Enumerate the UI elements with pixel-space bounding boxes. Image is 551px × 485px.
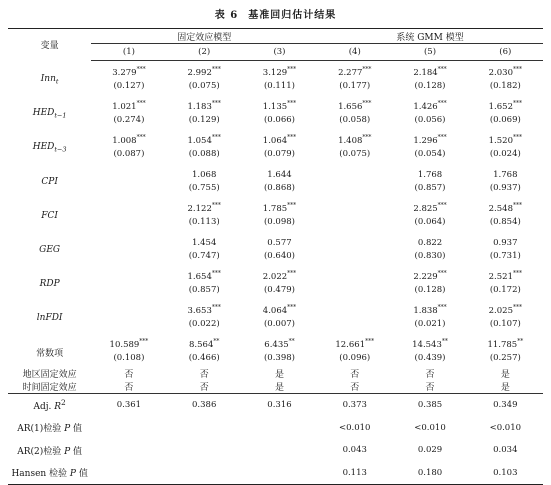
coef-row [8, 61, 543, 80]
coef-value: 1.644 [267, 169, 292, 180]
coef-cell [91, 61, 166, 80]
coef-value: 2.277 [338, 67, 363, 78]
coef-value: 2.825 [413, 203, 438, 214]
coef-cell [167, 61, 242, 80]
standard-error-cell: (0.854) [489, 216, 521, 227]
standard-error-cell [317, 215, 392, 231]
coef-value: 2.548 [488, 203, 513, 214]
variable-name: HED [32, 108, 55, 119]
significance-stars: *** [362, 134, 372, 142]
coef-value: 2.122 [187, 203, 212, 214]
coef-value: 1.656 [338, 101, 363, 112]
coef-cell [242, 197, 317, 215]
standard-error-cell: (0.747) [188, 250, 220, 261]
coef-value: 4.064 [262, 305, 288, 316]
statistic-label [8, 394, 91, 417]
significance-stars: *** [211, 66, 221, 74]
variable-label [8, 333, 91, 367]
statistic-label [8, 417, 91, 440]
coef-cell [317, 265, 392, 283]
coef-cell [91, 129, 166, 147]
standard-error-cell: (0.257) [489, 352, 521, 363]
coef-cell [91, 333, 166, 351]
statistic-label [8, 439, 91, 462]
standard-error-cell [91, 249, 166, 265]
coef-cell [242, 129, 317, 147]
coef-cell [468, 265, 543, 283]
coef-cell [392, 197, 467, 215]
standard-error-cell: (0.075) [339, 148, 371, 159]
statistic-cell: 0.043 [342, 445, 367, 456]
coef-value: 1.426 [413, 101, 438, 112]
coef-cell [242, 299, 317, 317]
significance-stars: *** [437, 304, 447, 312]
coef-cell [242, 231, 317, 249]
standard-error-cell: (0.087) [113, 148, 145, 159]
variable-subscript: t [55, 77, 59, 86]
statistic-row [8, 394, 543, 417]
standard-error-cell: (0.127) [113, 80, 145, 91]
standard-error-cell: (0.868) [263, 182, 295, 193]
coef-cell [392, 163, 467, 181]
statistic-label-symbol: P [69, 469, 76, 480]
standard-error-cell: (0.640) [263, 250, 295, 261]
coef-cell [167, 299, 242, 317]
standard-error-cell: (0.069) [489, 114, 521, 125]
coef-value: 1.520 [488, 135, 513, 146]
significance-stars: *** [512, 270, 522, 278]
standard-error-cell: (0.054) [414, 148, 446, 159]
coef-cell [91, 163, 166, 181]
standard-error-cell: (0.129) [188, 114, 220, 125]
statistic-label-suffix: 值 [70, 446, 83, 457]
significance-stars: *** [512, 66, 522, 74]
statistic-label-symbol: R [54, 402, 62, 413]
coef-cell [468, 163, 543, 181]
variable-label [8, 61, 91, 96]
significance-stars: *** [437, 202, 447, 210]
standard-error-cell: (0.024) [489, 148, 521, 159]
coef-value: 14.543 [412, 339, 442, 350]
coef-value: 1.408 [338, 135, 363, 146]
coef-cell [392, 61, 467, 80]
coef-value: 1.054 [187, 135, 212, 146]
significance-stars: *** [136, 100, 146, 108]
statistic-cell: 0.103 [468, 462, 543, 485]
coef-cell [167, 197, 242, 215]
coef-value: 1.064 [262, 135, 288, 146]
standard-error-cell: (0.172) [489, 284, 521, 295]
coef-cell [392, 231, 467, 249]
table-number: 表 6 [214, 10, 239, 21]
statistic-cell [242, 462, 317, 485]
statistic-cell [242, 417, 317, 440]
significance-stars: *** [211, 100, 221, 108]
group-header-row [8, 29, 543, 44]
coef-cell [392, 265, 467, 283]
significance-stars: *** [139, 338, 149, 346]
variable-name: FCI [41, 211, 58, 221]
standard-error-cell [317, 181, 392, 197]
coef-cell [91, 231, 166, 249]
statistic-label-prefix: Hansen 检验 [11, 469, 70, 480]
standard-error-cell: (0.098) [263, 216, 295, 227]
fixed-effect-cell: 是 [500, 370, 510, 380]
coef-row [8, 265, 543, 283]
column-header: (3) [242, 44, 317, 61]
coef-value: 2.030 [488, 67, 513, 78]
statistic-cell [167, 439, 242, 462]
fixed-effects-group-header: 固定效应模型 [91, 29, 317, 44]
coef-value: 1.183 [187, 101, 212, 112]
coef-value: 2.022 [262, 271, 288, 282]
coef-cell [91, 265, 166, 283]
standard-error-cell [317, 283, 392, 299]
coef-value: 3.129 [262, 67, 288, 78]
coef-cell [91, 95, 166, 113]
coef-row [8, 333, 543, 351]
statistic-cell [91, 439, 166, 462]
statistic-cell: 0.373 [317, 394, 392, 417]
significance-stars: ** [288, 338, 295, 346]
table-title: 基准回归估计结果 [248, 10, 337, 21]
statistic-cell: 0.034 [493, 445, 518, 456]
coef-value: 1.654 [187, 271, 212, 282]
coef-value: 8.564 [189, 339, 214, 350]
variable-subscript: t−1 [54, 111, 67, 120]
coef-value: 1.768 [417, 169, 443, 180]
significance-stars: *** [287, 270, 297, 278]
fixed-effect-cell: 否 [350, 383, 360, 393]
coef-cell [167, 95, 242, 113]
column-header: (5) [392, 44, 467, 61]
fixed-effect-label: 地区固定效应 [22, 370, 77, 380]
coef-cell [468, 61, 543, 80]
standard-error-cell: (0.058) [339, 114, 371, 125]
statistic-row [8, 417, 543, 440]
variable-name: HED [32, 142, 55, 153]
fixed-effect-label: 时间固定效应 [22, 383, 77, 393]
variable-column-header: 变量 [8, 29, 91, 61]
coef-cell [167, 129, 242, 147]
significance-stars: *** [136, 66, 146, 74]
significance-stars: *** [365, 338, 375, 346]
variable-label [8, 95, 91, 129]
coef-cell [317, 163, 392, 181]
significance-stars: *** [287, 66, 297, 74]
statistic-label-prefix: AR(1)检验 [17, 424, 65, 435]
variable-label [8, 299, 91, 333]
coef-cell [392, 95, 467, 113]
standard-error-cell: (0.021) [414, 318, 446, 329]
coef-cell [317, 95, 392, 113]
variable-name: Inn [40, 73, 56, 84]
standard-error-cell: (0.398) [263, 352, 295, 363]
significance-stars: *** [362, 66, 372, 74]
coef-value: 2.992 [187, 67, 212, 78]
significance-stars: *** [437, 270, 447, 278]
variable-subscript: t−3 [54, 145, 67, 154]
fixed-effect-row [8, 367, 543, 380]
standard-error-cell: (0.066) [263, 114, 295, 125]
coef-value: 11.785 [487, 339, 518, 350]
coef-value: 3.279 [112, 67, 137, 78]
statistic-label-suffix: 值 [75, 469, 88, 480]
significance-stars: ** [213, 338, 220, 346]
coef-cell [91, 299, 166, 317]
variable-name: GEG [39, 245, 61, 255]
standard-error-cell: (0.128) [414, 80, 446, 91]
statistic-cell: 0.361 [91, 394, 166, 417]
coef-value: 1.454 [192, 237, 217, 248]
coef-value: 0.577 [267, 237, 292, 248]
coef-value: 2.025 [488, 305, 513, 316]
statistic-label [8, 462, 91, 485]
standard-error-cell: (0.056) [414, 114, 446, 125]
coef-row [8, 299, 543, 317]
standard-error-cell: (0.731) [489, 250, 521, 261]
variable-label [8, 265, 91, 299]
fixed-effect-cell: 否 [425, 370, 435, 380]
coef-value: 2.184 [413, 67, 438, 78]
significance-stars: ** [441, 338, 448, 346]
fixed-effect-cell: 否 [350, 370, 360, 380]
coef-row [8, 129, 543, 147]
coef-cell [468, 95, 543, 113]
coef-cell [317, 197, 392, 215]
coef-row [8, 197, 543, 215]
coef-value: 1.068 [192, 169, 217, 180]
coef-value: 1.785 [262, 203, 288, 214]
fixed-effect-cell: 否 [199, 383, 209, 393]
coef-cell [392, 299, 467, 317]
coef-cell [317, 299, 392, 317]
statistic-cell: 0.386 [167, 394, 242, 417]
significance-stars: *** [287, 304, 297, 312]
standard-error-cell: (0.088) [188, 148, 220, 159]
statistic-cell: <0.010 [414, 422, 446, 433]
statistic-cell: 0.349 [468, 394, 543, 417]
coef-value: 1.768 [493, 169, 518, 180]
fixed-effect-cell: 是 [274, 383, 284, 393]
standard-error-cell: (0.079) [263, 148, 295, 159]
significance-stars: ** [517, 338, 524, 346]
coef-row [8, 163, 543, 181]
coef-value: 1.838 [413, 305, 438, 316]
variable-name: CPI [41, 177, 58, 187]
significance-stars: *** [211, 304, 221, 312]
statistic-label-symbol: P [64, 424, 71, 435]
statistic-cell: 0.385 [392, 394, 467, 417]
variable-name: RDP [39, 279, 60, 289]
coef-value: 1.021 [112, 101, 137, 112]
standard-error-cell: (0.466) [188, 352, 220, 363]
statistic-cell: 0.029 [417, 445, 443, 456]
coef-value: 6.435 [264, 339, 289, 350]
coef-cell [317, 129, 392, 147]
column-header: (6) [468, 44, 543, 61]
standard-error-cell: (0.108) [113, 352, 145, 363]
fixed-effect-cell: 否 [124, 370, 134, 380]
variable-label [8, 163, 91, 197]
significance-stars: *** [362, 100, 372, 108]
coef-value: 3.653 [187, 305, 212, 316]
significance-stars: *** [211, 134, 221, 142]
standard-error-cell: (0.111) [263, 80, 295, 91]
statistic-label-superscript: 2 [61, 398, 66, 408]
fixed-effect-cell: 否 [425, 383, 435, 393]
statistic-cell [242, 439, 317, 462]
fixed-effect-row [8, 380, 543, 394]
coef-row [8, 95, 543, 113]
standard-error-cell [91, 215, 166, 231]
statistic-label-prefix: AR(2)检验 [17, 446, 65, 457]
coef-value: 1.296 [413, 135, 438, 146]
standard-error-cell: (0.479) [263, 284, 295, 295]
fixed-effect-cell: 否 [124, 383, 134, 393]
coef-cell [468, 299, 543, 317]
significance-stars: *** [512, 202, 522, 210]
variable-name: 常数项 [36, 348, 64, 359]
coef-value: 10.589 [109, 339, 140, 350]
standard-error-cell: (0.177) [339, 80, 371, 91]
coef-value: 1.008 [112, 135, 137, 146]
standard-error-cell: (0.075) [188, 80, 220, 91]
coef-cell [167, 333, 242, 351]
variable-label [8, 129, 91, 163]
standard-error-cell [91, 181, 166, 197]
coef-value: 2.521 [488, 271, 513, 282]
column-header: (2) [167, 44, 242, 61]
coef-cell [468, 231, 543, 249]
standard-error-cell [91, 317, 166, 333]
coef-value: 2.229 [413, 271, 438, 282]
significance-stars: *** [287, 134, 297, 142]
statistic-cell: 0.316 [242, 394, 317, 417]
coef-cell [242, 265, 317, 283]
coef-cell [167, 231, 242, 249]
standard-error-cell [317, 249, 392, 265]
standard-error-cell [91, 283, 166, 299]
standard-error-cell: (0.830) [414, 250, 446, 261]
statistic-cell [91, 462, 166, 485]
coef-cell [242, 61, 317, 80]
standard-error-cell: (0.182) [489, 80, 521, 91]
coef-cell [468, 197, 543, 215]
significance-stars: *** [512, 134, 522, 142]
coef-cell [242, 333, 317, 351]
significance-stars: *** [211, 202, 221, 210]
statistic-label-suffix: 值 [70, 424, 83, 435]
standard-error-cell: (0.857) [414, 182, 446, 193]
statistic-cell [167, 462, 242, 485]
statistic-cell: 0.180 [392, 462, 467, 485]
significance-stars: *** [211, 270, 221, 278]
regression-table [8, 28, 543, 485]
statistic-cell: 0.113 [317, 462, 392, 485]
standard-error-cell: (0.755) [188, 182, 220, 193]
variable-name: lnFDI [36, 313, 63, 323]
coef-value: 12.661 [335, 339, 366, 350]
standard-error-cell: (0.857) [188, 284, 220, 295]
standard-error-cell: (0.937) [489, 182, 521, 193]
coef-value: 0.937 [493, 237, 518, 248]
significance-stars: *** [287, 202, 297, 210]
statistic-row [8, 439, 543, 462]
statistic-row [8, 462, 543, 485]
coef-cell [392, 129, 467, 147]
coef-cell [392, 333, 467, 351]
coef-cell [468, 333, 543, 351]
standard-error-cell: (0.128) [414, 284, 446, 295]
standard-error-cell: (0.096) [339, 352, 371, 363]
coef-cell [468, 129, 543, 147]
standard-error-cell [317, 317, 392, 333]
column-header: (1) [91, 44, 166, 61]
statistic-cell [167, 417, 242, 440]
table-body [8, 61, 543, 485]
coef-value: 1.135 [262, 101, 288, 112]
standard-error-cell: (0.274) [113, 114, 145, 125]
statistic-cell: <0.010 [339, 422, 371, 433]
statistic-cell: <0.010 [489, 422, 522, 433]
fixed-effect-cell: 是 [500, 383, 510, 393]
significance-stars: *** [512, 304, 522, 312]
fixed-effect-cell: 否 [199, 370, 209, 380]
significance-stars: *** [287, 100, 297, 108]
coef-cell [242, 95, 317, 113]
significance-stars: *** [437, 66, 447, 74]
standard-error-cell: (0.439) [414, 352, 446, 363]
standard-error-cell: (0.113) [188, 216, 220, 227]
coef-row [8, 231, 543, 249]
gmm-group-header: 系统 GMM 模型 [317, 29, 543, 44]
table-caption [0, 6, 551, 21]
coef-value: 1.652 [488, 101, 513, 112]
significance-stars: *** [136, 134, 146, 142]
standard-error-cell: (0.107) [489, 318, 521, 329]
significance-stars: *** [437, 134, 447, 142]
coef-cell [317, 61, 392, 80]
statistic-label-prefix: Adj. [33, 402, 55, 413]
coef-cell [242, 163, 317, 181]
column-header: (4) [317, 44, 392, 61]
significance-stars: *** [437, 100, 447, 108]
coef-cell [317, 231, 392, 249]
coef-cell [91, 197, 166, 215]
variable-label [8, 197, 91, 231]
coef-cell [317, 333, 392, 351]
fixed-effect-cell: 是 [274, 370, 284, 380]
variable-label [8, 231, 91, 265]
significance-stars: *** [512, 100, 522, 108]
coef-cell [167, 163, 242, 181]
statistic-label-symbol: P [64, 446, 71, 457]
standard-error-cell: (0.064) [414, 216, 446, 227]
statistic-cell [91, 417, 166, 440]
standard-error-cell: (0.007) [263, 318, 295, 329]
coef-cell [167, 265, 242, 283]
coef-value: 0.822 [417, 237, 443, 248]
standard-error-cell: (0.022) [188, 318, 220, 329]
